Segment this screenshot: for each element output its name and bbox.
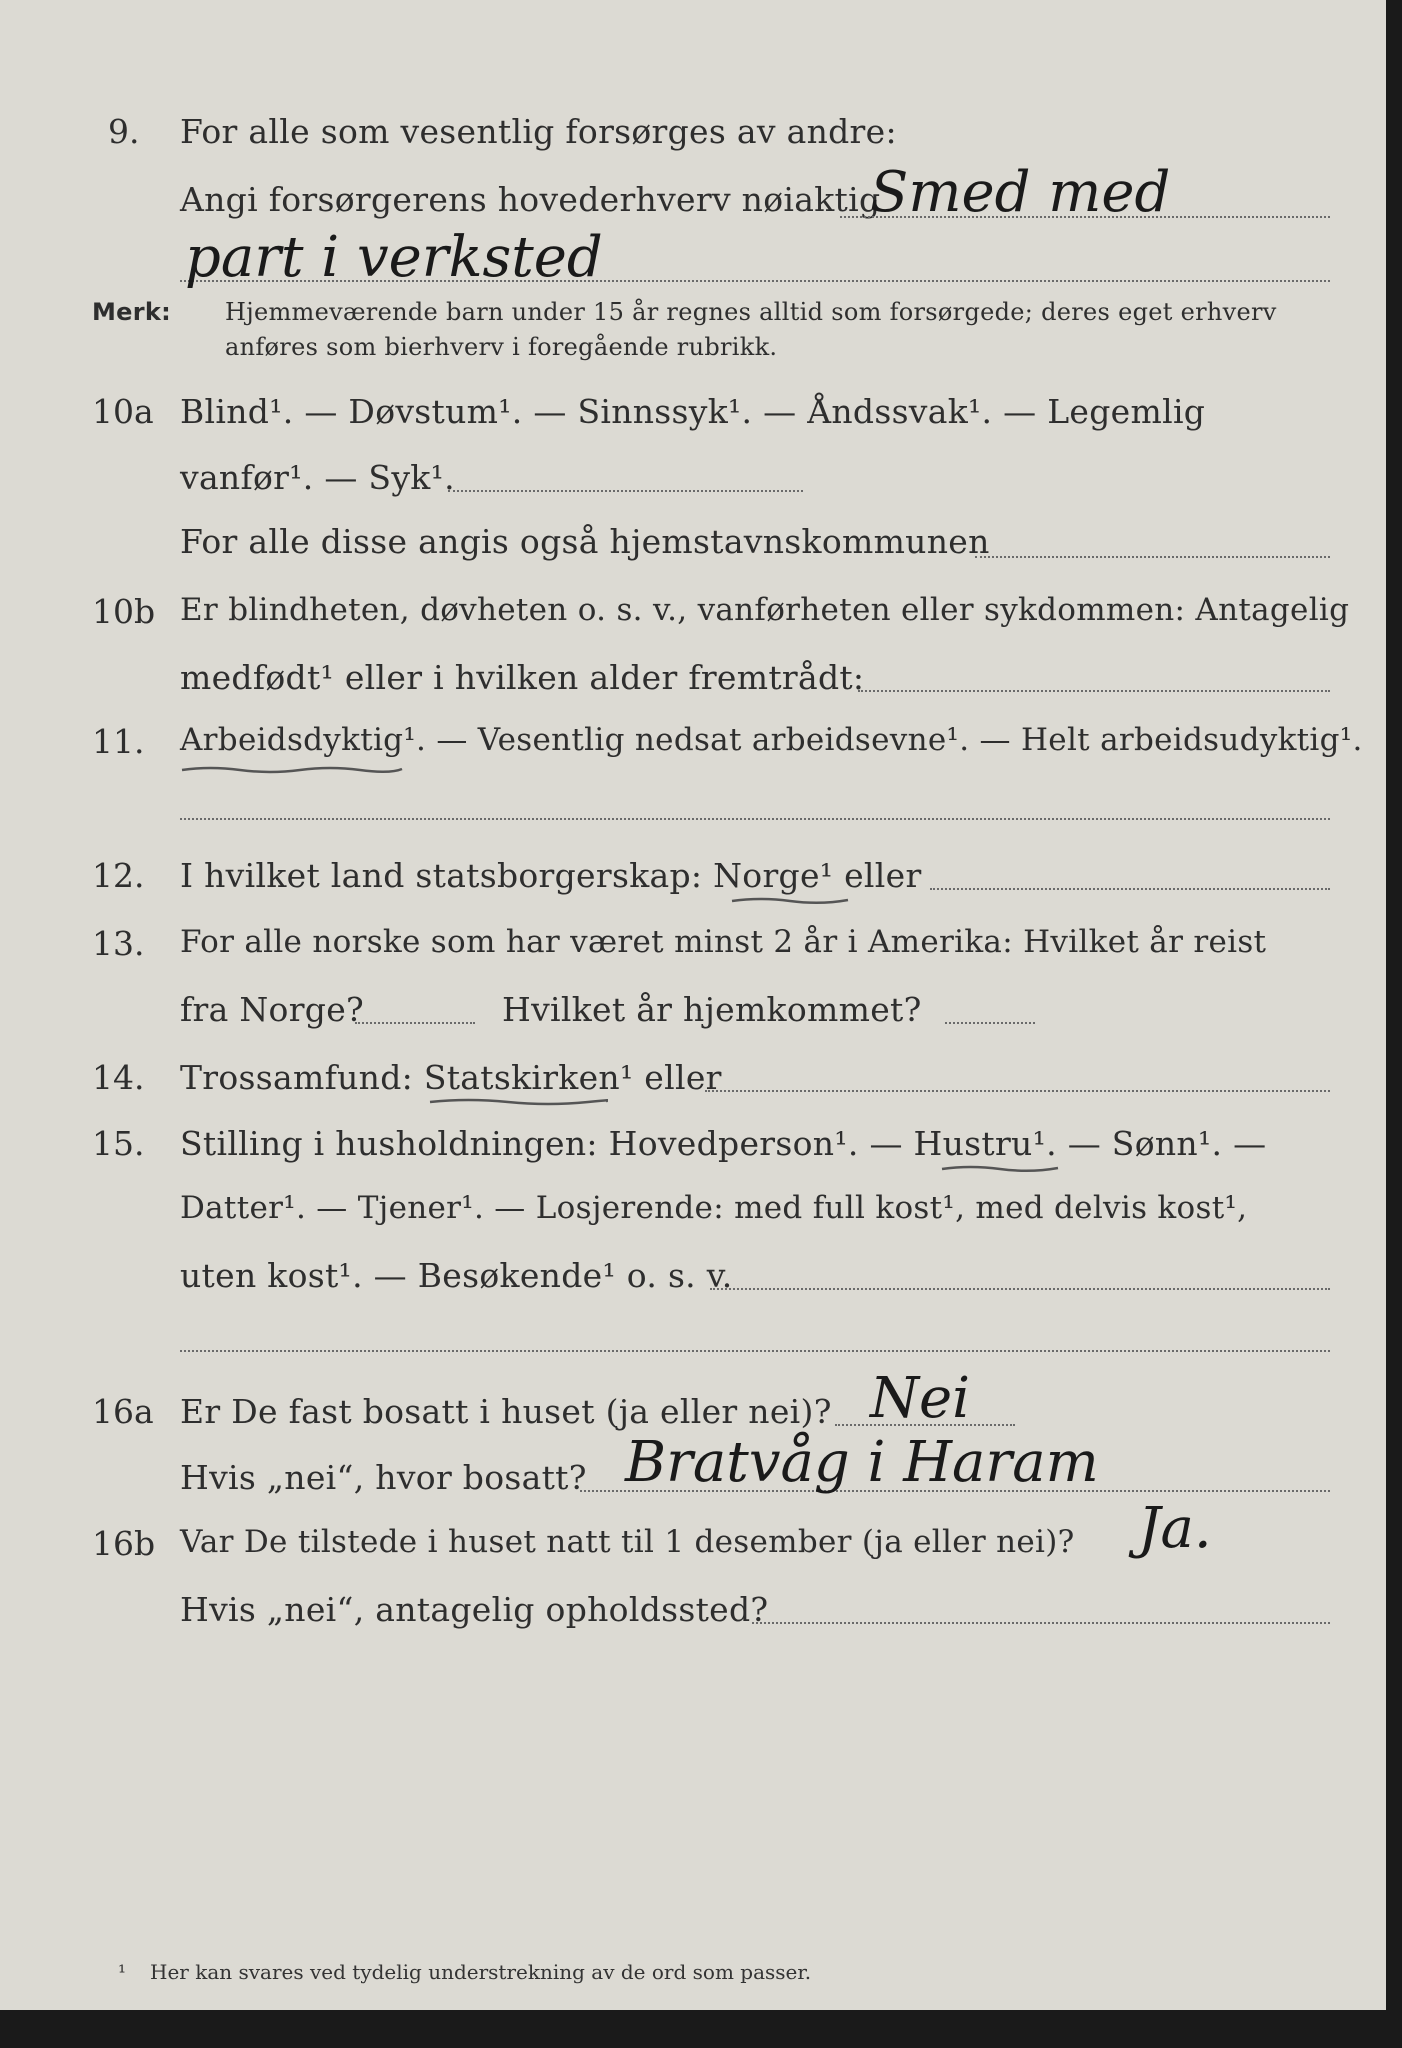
question-10b-text: Er blindheten, døvheten o. s. v., vanførheten eller sykdommen: Antagelig [180, 592, 1350, 628]
question-16a-number: 16a [92, 1392, 154, 1431]
answer-line-10a-hometown [975, 556, 1330, 558]
answer-line-15b [180, 1350, 1330, 1352]
underline-statskirken [428, 1097, 608, 1107]
handwritten-answer-9-line1: Smed med [870, 160, 1171, 225]
question-14-number: 14. [92, 1058, 145, 1097]
underline-arbeidsdyktig [180, 764, 405, 776]
merk-label: Merk: [92, 298, 172, 326]
answer-line-10b [858, 690, 1330, 692]
underline-norge [730, 896, 850, 906]
question-10b-number: 10b [92, 592, 156, 631]
question-13-from-norway: fra Norge? [180, 990, 365, 1029]
question-15-number: 15. [92, 1124, 145, 1163]
question-13-text: For alle norske som har været minst 2 år i Amerika: Hvilket år reist [180, 924, 1267, 960]
answer-line-14 [705, 1090, 1330, 1092]
question-10a-number: 10a [92, 392, 154, 431]
merk-note-line1: Hjemmeværende barn under 15 år regnes alltid som forsørgede; deres eget erhverv [225, 298, 1277, 326]
question-11-text: Arbeidsdyktig¹. — Vesentlig nedsat arbeidsevne¹. — Helt arbeidsudyktig¹. [180, 722, 1363, 758]
question-13-number: 13. [92, 924, 145, 963]
question-16a-text: Er De fast bosatt i huset (ja eller nei)? [180, 1392, 832, 1431]
question-9-text: For alle som vesentlig forsørges av andre: [180, 112, 897, 151]
handwritten-answer-9-line2: part i verksted [185, 225, 603, 290]
handwritten-answer-16a-2: Bratvåg i Haram [625, 1430, 1099, 1495]
question-15-text-line2: Datter¹. — Tjener¹. — Losjerende: med full kost¹, med delvis kost¹, [180, 1190, 1248, 1226]
question-12-number: 12. [92, 856, 145, 895]
answer-line-13a [355, 1022, 475, 1024]
question-10a-hometown: For alle disse angis også hjemstavnskommunen [180, 522, 990, 561]
question-16b-whereabouts: Hvis „nei“, antagelig opholdssted? [180, 1590, 769, 1629]
question-16b-text: Var De tilstede i huset natt til 1 desember (ja eller nei)? [180, 1524, 1075, 1560]
question-15-text-line3: uten kost¹. — Besøkende¹ o. s. v. [180, 1256, 733, 1295]
question-9-number: 9. [108, 112, 140, 151]
answer-line-12 [930, 888, 1330, 890]
question-10b-text-line2: medfødt¹ eller i hvilken alder fremtrådt: [180, 658, 865, 697]
question-10a-text: Blind¹. — Døvstum¹. — Sinnssyk¹. — Åndssvak¹. — Legemlig [180, 392, 1206, 431]
answer-line-10a [448, 490, 803, 492]
answer-line-13b [945, 1022, 1035, 1024]
merk-note-line2: anføres som bierhverv i foregående rubrikk. [225, 333, 778, 361]
question-10a-text-line2: vanfør¹. — Syk¹. [180, 458, 455, 497]
handwritten-answer-16b: Ja. [1138, 1496, 1212, 1561]
scan-border-right [1386, 0, 1402, 2048]
question-9-prompt: Angi forsørgerens hovederhverv nøiaktig [180, 180, 881, 219]
question-15-text: Stilling i husholdningen: Hovedperson¹. — Hustru¹. — Sønn¹. — [180, 1124, 1267, 1163]
question-12-text: I hvilket land statsborgerskap: Norge¹ eller [180, 856, 922, 895]
answer-line-16b [752, 1622, 1330, 1624]
question-16b-number: 16b [92, 1524, 156, 1563]
underline-hustru [940, 1164, 1060, 1174]
scan-border-bottom [0, 2010, 1402, 2048]
question-11-number: 11. [92, 722, 145, 761]
question-14-text: Trossamfund: Statskirken¹ eller [180, 1058, 722, 1097]
answer-line-11 [180, 818, 1330, 820]
answer-line-15a [710, 1288, 1330, 1290]
footnote-mark: ¹ [118, 1960, 127, 1984]
footnote-text: Her kan svares ved tydelig understrekning av de ord som passer. [150, 1960, 812, 1984]
handwritten-answer-16a-1: Nei [870, 1366, 971, 1431]
question-16a-where: Hvis „nei“, hvor bosatt? [180, 1458, 587, 1497]
question-13-returned: Hvilket år hjemkommet? [502, 990, 922, 1029]
